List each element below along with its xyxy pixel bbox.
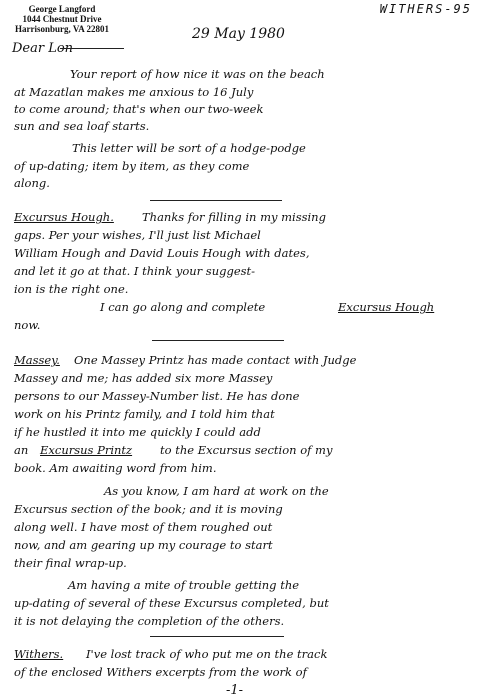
massey-line: Massey and me; has added six more Massey: [14, 371, 273, 385]
letterhead: [12, 4, 112, 34]
hough-underlined-title: Excursus Hough: [338, 300, 435, 314]
massey-line: to the Excursus section of my: [160, 443, 333, 457]
massey-line: Am having a mite of trouble getting the: [68, 578, 300, 592]
hough-line: William Hough and David Louis Hough with dates,: [14, 246, 310, 260]
intro-line: at Mazatlan makes me anxious to 16 July: [14, 85, 254, 99]
withers-heading: Withers.: [14, 647, 64, 661]
hough-line: ion is the right one.: [14, 282, 129, 296]
intro-line: Your report of how nice it was on the beach: [70, 67, 325, 81]
letterhead-city: Harrisonburg, VA 22801: [15, 24, 109, 34]
hough-line: I can go along and complete: [100, 300, 266, 314]
massey-line: book. Am awaiting word from him.: [14, 461, 217, 475]
letterhead-name: George Langford: [28, 4, 96, 14]
intro-line: sun and sea loaf starts.: [14, 119, 150, 133]
section-divider: [150, 636, 284, 637]
intro-line: of up-dating; item by item, as they come: [14, 159, 250, 173]
massey-line: if he hustled it into me quickly I could add: [14, 425, 261, 439]
withers-line: I've lost track of who put me on the track: [86, 647, 328, 661]
massey-line: it is not delaying the completion of the others.: [14, 614, 285, 628]
massey-line: an: [14, 443, 29, 457]
hough-heading: Excursus Hough.: [14, 210, 114, 224]
massey-underlined-title: Excursus Printz: [40, 443, 133, 457]
greeting-rule: [60, 48, 124, 49]
massey-line: now, and am gearing up my courage to start: [14, 538, 273, 552]
massey-line: work on his Printz family, and I told him that: [14, 407, 275, 421]
massey-line: along well. I have most of them roughed out: [14, 520, 273, 534]
reference-code: WITHERS-95: [379, 2, 472, 16]
massey-line: Excursus section of the book; and it is moving: [14, 502, 283, 516]
hough-line: gaps. Per your wishes, I'll just list Michael: [14, 228, 261, 242]
hough-line: now.: [14, 318, 41, 332]
greeting: Dear Lon: [12, 41, 74, 56]
letterhead-street: 1044 Chestnut Drive: [22, 14, 102, 24]
section-divider: [150, 200, 282, 201]
letter-date: 29 May 1980: [192, 26, 285, 42]
massey-line: One Massey Printz has made contact with Judge: [74, 353, 357, 367]
intro-line: to come around; that's when our two-week: [14, 102, 264, 116]
massey-line: their final wrap-up.: [14, 556, 127, 570]
massey-heading: Massey.: [14, 353, 60, 367]
massey-line: persons to our Massey-Number list. He has done: [14, 389, 300, 403]
page-number: -1-: [226, 683, 244, 698]
intro-line: This letter will be sort of a hodge-podge: [72, 141, 306, 155]
intro-line: along.: [14, 176, 50, 190]
massey-line: up-dating of several of these Excursus completed, but: [14, 596, 329, 610]
section-divider: [152, 340, 284, 341]
hough-line: and let it go at that. I think your suggest-: [14, 264, 256, 278]
withers-line: of the enclosed Withers excerpts from the work of: [14, 665, 307, 679]
hough-line: Thanks for filling in my missing: [142, 210, 326, 224]
massey-line: As you know, I am hard at work on the: [104, 484, 329, 498]
